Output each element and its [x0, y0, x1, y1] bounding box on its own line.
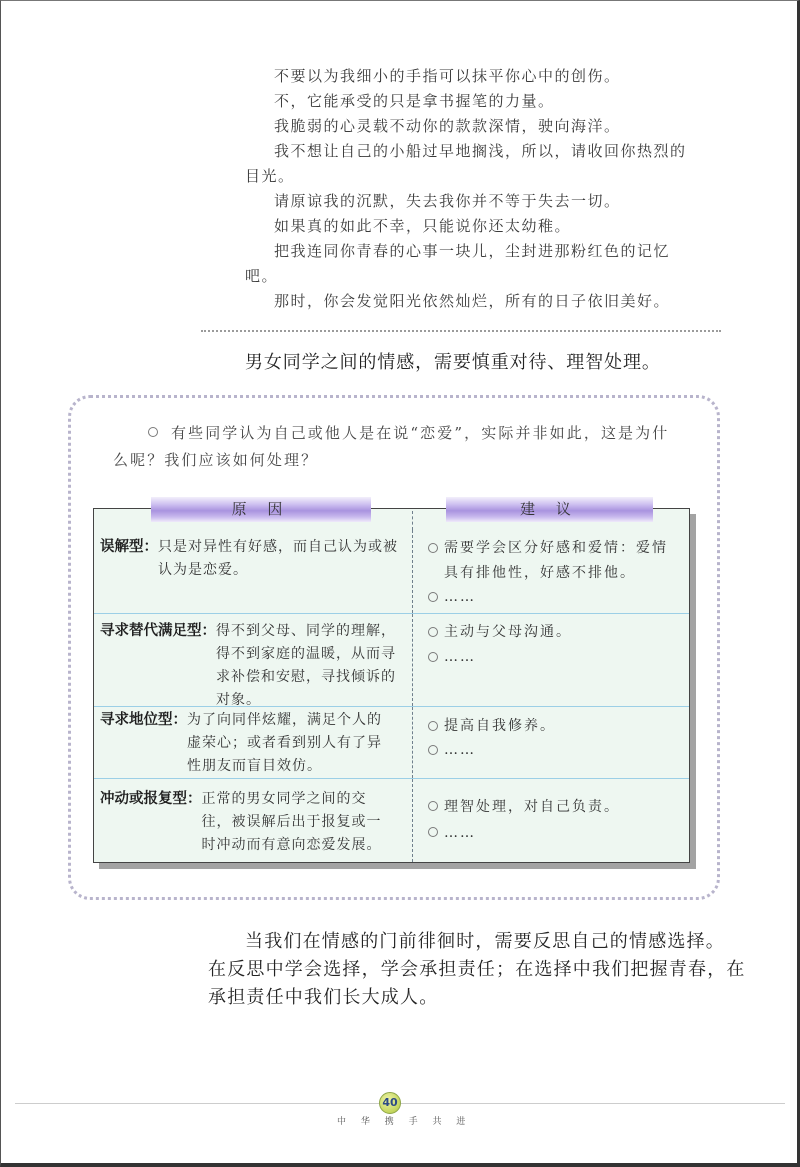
advice-item	[428, 738, 689, 762]
page-number-badge: 40	[379, 1092, 401, 1114]
footer-running-text: 中 华 携 手 共 进	[337, 1117, 472, 1127]
reason-line: 时冲动而有意向恋爱发展。	[201, 837, 382, 853]
circle-bullet-icon	[428, 745, 438, 755]
advice-line: ……	[444, 589, 476, 605]
reason-line: 正常的男女同学之间的交	[201, 791, 367, 807]
advice-cell	[413, 707, 689, 778]
advice-item	[428, 645, 689, 670]
table-row	[94, 707, 689, 779]
poem-line: 我脆弱的心灵载不动你的款款深情，驶向海洋。	[274, 117, 621, 135]
header-reason-tab: 原 因	[151, 497, 371, 522]
circle-bullet-icon	[428, 801, 438, 811]
poem-line: 我不想让自己的小船过早地搁浅，所以，请收回你热烈的	[274, 142, 687, 160]
column-divider	[412, 511, 413, 530]
advice-cell	[413, 614, 689, 706]
advice-item	[428, 714, 689, 738]
advice-item	[428, 820, 689, 846]
poem-line: 吧。	[245, 267, 279, 285]
reason-type-label: 冲动或报复型：	[100, 791, 202, 807]
reason-cell	[94, 614, 413, 706]
reason-line: 虚荣心；或者看到别人有了异	[187, 735, 382, 751]
reason-line: 性朋友而盲目效仿。	[187, 758, 322, 774]
reason-cell	[94, 530, 413, 613]
reason-text	[202, 788, 382, 862]
reason-cell	[94, 779, 413, 862]
reason-line: 为了向同伴炫耀，满足个人的	[187, 712, 382, 728]
reason-line: 认为是恋爱。	[158, 562, 248, 578]
poem-line: 把我连同你青春的心事一块儿，尘封进那粉红色的记忆	[274, 242, 671, 260]
circle-bullet-icon	[428, 652, 438, 662]
activity-question	[113, 420, 669, 474]
advice-cell	[413, 779, 689, 862]
closing-paragraph	[208, 928, 746, 1012]
advice-line: ……	[444, 825, 476, 841]
reason-text	[158, 536, 398, 613]
circle-bullet-icon	[148, 427, 158, 437]
closing-line: 在反思中学会选择，学会承担责任；在选择中我们把握青春，在	[208, 959, 746, 980]
reason-line: 求补偿和安慰，寻找倾诉的	[216, 669, 396, 685]
reason-line: 得不到父母、同学的理解，	[216, 623, 396, 639]
advice-item	[428, 794, 689, 820]
question-line: 有些同学认为自己或他人是在说“恋爱”，实际并非如此，这是为什	[113, 420, 669, 447]
table-row	[94, 530, 689, 614]
advice-item	[428, 620, 689, 645]
reason-cell	[94, 707, 413, 778]
circle-bullet-icon	[428, 543, 438, 553]
advice-line: 理智处理，对自己负责。	[444, 799, 620, 815]
reason-text	[187, 709, 382, 778]
advice-line: 主动与父母沟通。	[444, 624, 572, 640]
reason-type-label: 寻求地位型：	[100, 712, 187, 728]
closing-line: 当我们在情感的门前徘徊时，需要反思自己的情感选择。	[245, 931, 725, 952]
section-heading: 男女同学之间的情感，需要慎重对待、理智处理。	[245, 352, 661, 373]
poem	[245, 64, 725, 314]
advice-item	[428, 585, 689, 610]
reason-type-label: 误解型：	[100, 539, 158, 555]
table-rows	[94, 530, 689, 862]
poem-line: 不，它能承受的只是拿书握笔的力量。	[274, 92, 555, 110]
poem-line: 如果真的如此不幸，只能说你还太幼稚。	[274, 217, 572, 235]
reason-line: 对象。	[216, 692, 261, 708]
table-row	[94, 779, 689, 862]
reason-advice-table	[93, 500, 690, 863]
table-row	[94, 614, 689, 707]
dotted-divider	[201, 330, 721, 332]
reason-line: 只是对异性有好感，而自己认为或被	[158, 539, 398, 555]
poem-line: 请原谅我的沉默，失去我你并不等于失去一切。	[274, 192, 621, 210]
advice-line: 具有排他性，好感不排他。	[444, 564, 636, 581]
header-advice-tab: 建 议	[446, 497, 653, 522]
poem-line: 那时，你会发觉阳光依然灿烂，所有的日子依旧美好。	[274, 292, 671, 310]
question-line: 么呢？我们应该如何处理？	[113, 451, 319, 469]
reason-type-label: 寻求替代满足型：	[100, 623, 216, 639]
advice-line: 提高自我修养。	[444, 718, 556, 734]
reason-text	[216, 620, 396, 706]
reason-line: 往，被误解后出于报复或一	[201, 814, 382, 830]
advice-line: ……	[444, 742, 476, 758]
advice-line: ……	[444, 649, 476, 665]
circle-bullet-icon	[428, 721, 438, 731]
poem-line: 不要以为我细小的手指可以抹平你心中的创伤。	[274, 67, 621, 85]
advice-cell	[413, 530, 689, 613]
advice-item	[428, 536, 689, 585]
poem-line: 目光。	[245, 167, 295, 185]
circle-bullet-icon	[428, 627, 438, 637]
circle-bullet-icon	[428, 827, 438, 837]
circle-bullet-icon	[428, 592, 438, 602]
advice-line: 需要学会区分好感和爱情：爱情	[444, 540, 668, 556]
closing-line: 承担责任中我们长大成人。	[208, 987, 439, 1008]
reason-line: 得不到家庭的温暖，从而寻	[216, 646, 396, 662]
